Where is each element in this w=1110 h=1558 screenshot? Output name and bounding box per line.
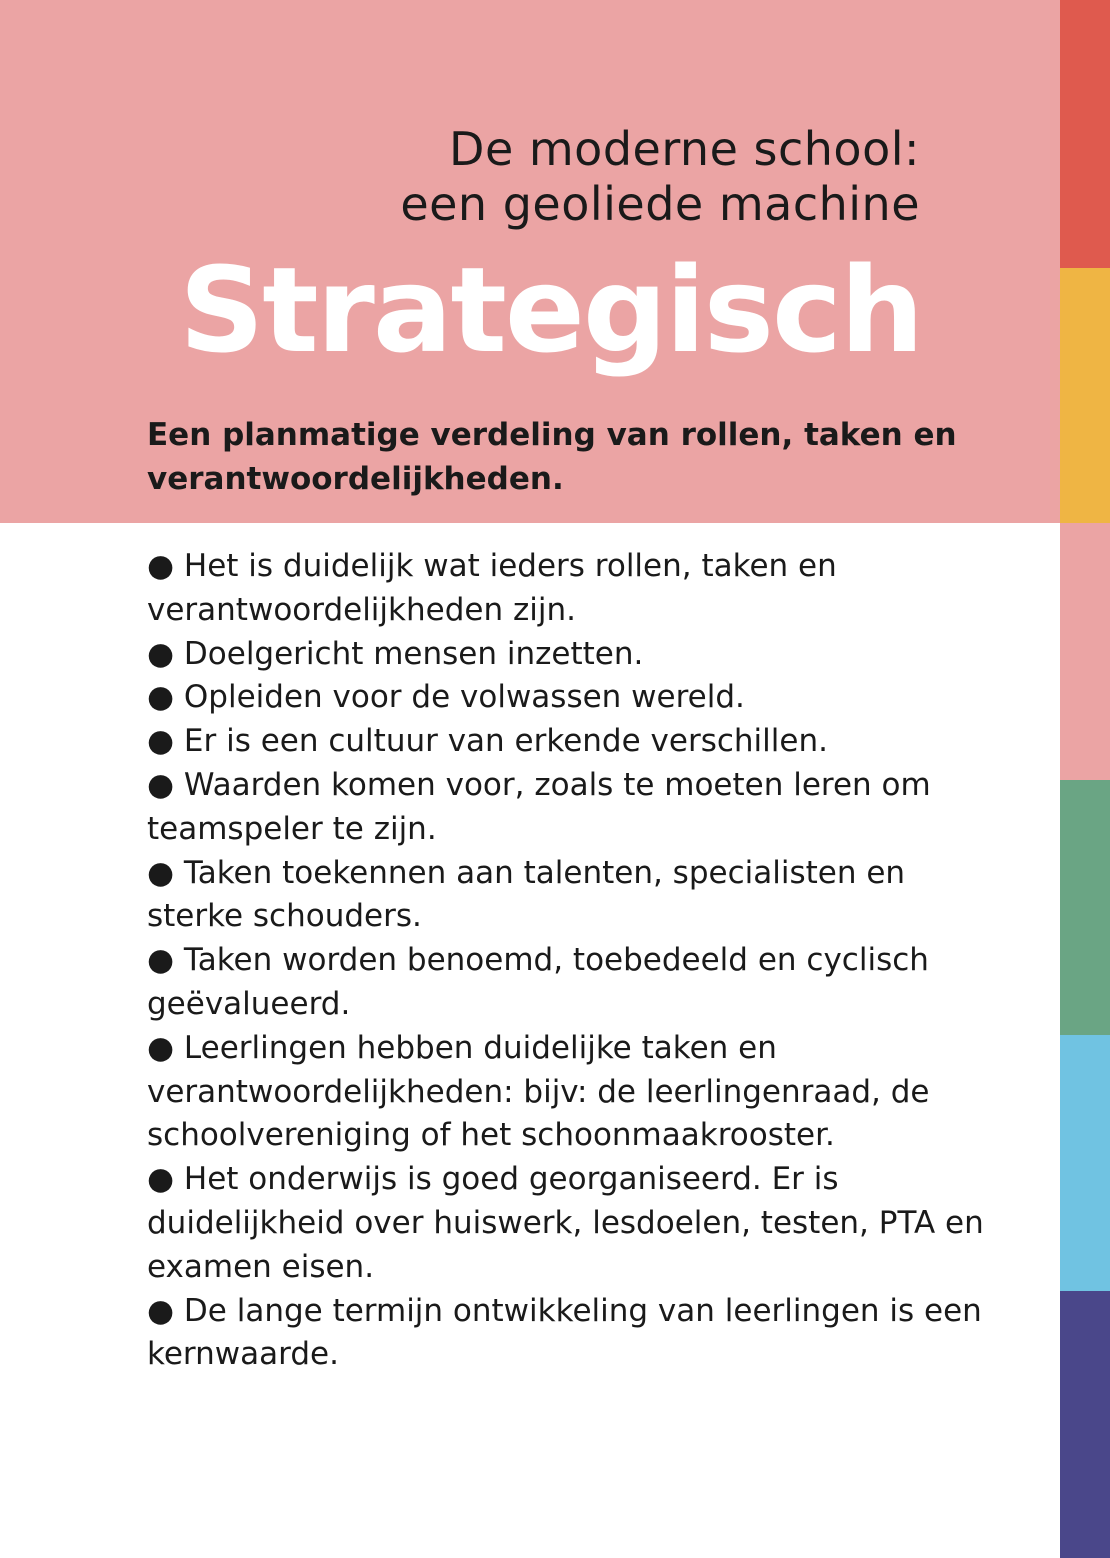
lead-text: Een planmatige verdeling van rollen, taken en verantwoordelijkheden. [147,417,957,497]
color-tab-blue [1060,1035,1110,1291]
header-panel [0,0,1060,523]
bullet-item: ● Het is duidelijk wat ieders rollen, taken en verantwoordelijkheden zijn. [147,545,987,633]
bullet-item: ● Taken worden benoemd, toebedeeld en cyclisch geëvalueerd. [147,939,987,1027]
color-tab-green [1060,780,1110,1035]
bullet-item: ● Waarden komen voor, zoals te moeten leren om teamspeler te zijn. [147,764,987,852]
color-tab-strip [1060,0,1110,1558]
supertitle [400,122,920,232]
bullet-item: ● Er is een cultuur van erkende verschillen. [147,720,987,764]
color-tab-red [1060,0,1110,268]
bullet-item: ● De lange termijn ontwikkeling van leerlingen is een kernwaarde. [147,1290,987,1378]
color-tab-yellow [1060,268,1110,523]
supertitle-line-1: De moderne school: [449,122,920,176]
page-title: Strategisch [179,241,922,379]
color-tab-purple [1060,1291,1110,1558]
color-tab-pink [1060,523,1110,780]
bullet-item: ● Opleiden voor de volwassen wereld. [147,676,987,720]
bullet-item: ● Leerlingen hebben duidelijke taken en verantwoordelijkheden: bijv: de leerlingenraad, de schoolvereniging of het schoonmaakrooster. [147,1027,987,1158]
bullet-item: ● Doelgericht mensen inzetten. [147,633,987,677]
bullet-item: ● Het onderwijs is goed georganiseerd. Er is duidelijkheid over huiswerk, lesdoelen, testen, PTA en examen eisen. [147,1158,987,1289]
bullet-item: ● Taken toekennen aan talenten, specialisten en sterke schouders. [147,852,987,940]
supertitle-line-2: een geoliede machine [400,177,920,231]
bullet-list [147,545,987,1377]
